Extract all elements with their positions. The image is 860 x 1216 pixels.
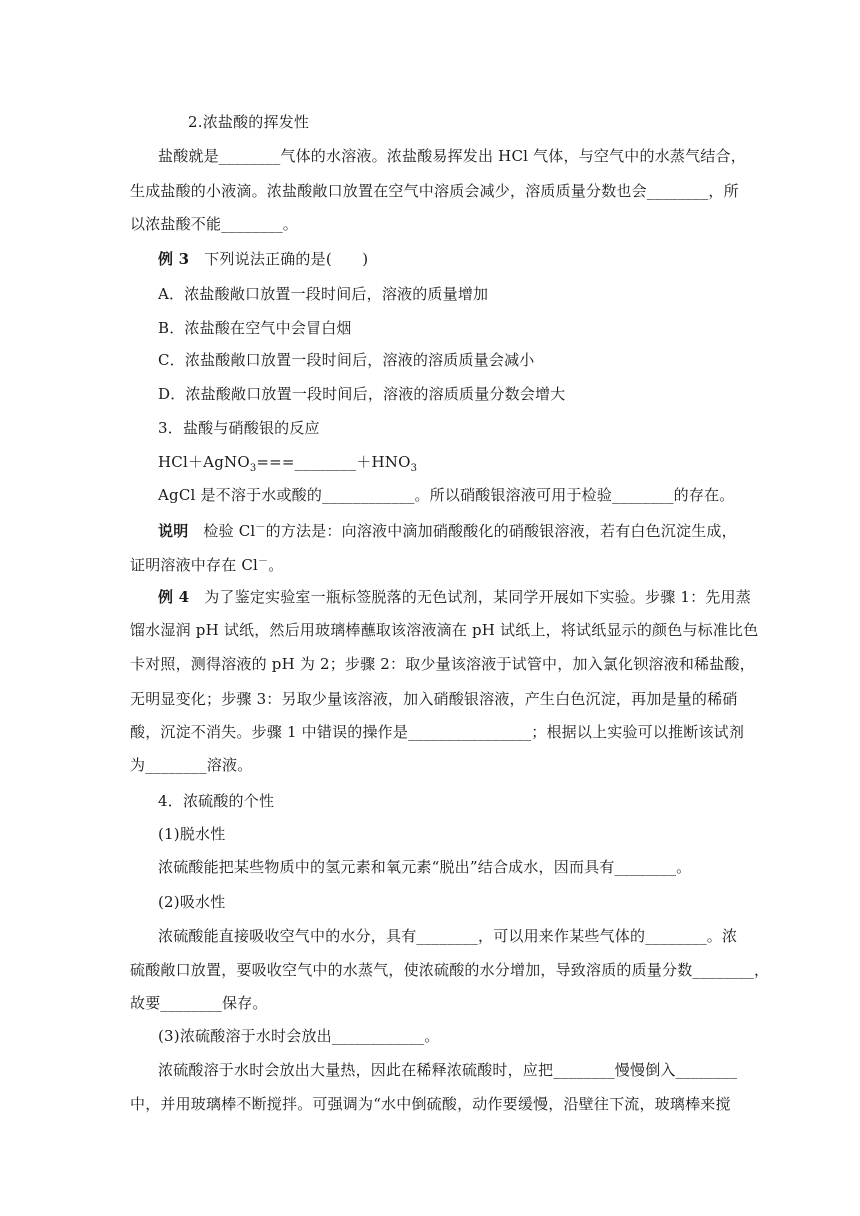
section-heading: 2.浓盐酸的挥发性 [188, 113, 310, 131]
example-3 [158, 249, 368, 269]
paragraph-line: 以浓盐酸不能________。 [130, 215, 299, 233]
option-d: D．浓盐酸敞口放置一段时间后，溶液的溶质质量分数会增大 [158, 385, 566, 403]
option-b: B．浓盐酸在空气中会冒白烟 [158, 319, 352, 337]
example-question: 下列说法正确的是( ) [204, 250, 369, 268]
paragraph-line: 故要________保存。 [130, 994, 268, 1012]
subheading: (2)吸水性 [158, 893, 226, 911]
chemical-equation: $HCl+AgNO_3===\_\_\_\_\_\_\_\_+HNO_3$ [158, 453, 418, 474]
paragraph-line: 浓硫酸溶于水时会放出大量热，因此在稀释浓硫酸时，应把________慢慢倒入________ [158, 1061, 738, 1079]
paragraph-line: 无明显变化；步骤 3：另取少量该溶液，加入硝酸银溶液，产生白色沉淀，再加是量的稀硝 [130, 690, 738, 708]
subheading: (1)脱水性 [158, 825, 226, 843]
paragraph-line: 生成盐酸的小液滴。浓盐酸敞口放置在空气中溶质会减少，溶质质量分数也会________，所 [130, 182, 739, 200]
paragraph-line: 浓硫酸能直接吸收空气中的水分，具有________，可以用来作某些气体的________。浓 [158, 927, 738, 945]
paragraph-line: 为________溶液。 [130, 756, 253, 774]
paragraph-line: 馏水湿润 pH 试纸，然后用玻璃棒蘸取该溶液滴在 pH 试纸上，将试纸显示的颜色与标准比色 [130, 621, 759, 639]
note-label: 说明 [158, 522, 189, 540]
example-label: 例 3 [158, 250, 190, 268]
paragraph-line: 盐酸就是________气体的水溶液。浓盐酸易挥发出 HCl 气体，与空气中的水蒸气结合， [158, 147, 746, 165]
section-heading: 4．浓硫酸的个性 [158, 792, 275, 810]
subheading: (3)浓硫酸溶于水时会放出____________。 [158, 1027, 440, 1045]
section-heading: 3．盐酸与硝酸银的反应 [158, 419, 320, 437]
option-c: C．浓盐酸敞口放置一段时间后，溶液的溶质质量会减小 [158, 351, 535, 369]
paragraph-line: 卡对照，测得溶液的 pH 为 2；步骤 2：取少量该溶液于试管中，加入氯化钡溶液和稀盐酸， [130, 655, 755, 673]
paragraph-line: 硫酸敞口放置，要吸收空气中的水蒸气，使浓硫酸的水分增加，导致溶质的质量分数________， [130, 961, 770, 979]
example-4: 例 4 为了鉴定实验室一瓶标签脱落的无色试剂，某同学开展如下实验。步骤 1：先用蒸 [158, 588, 751, 606]
paragraph-line: 中，并用玻璃棒不断搅拌。可强调为“水中倒硫酸，动作要缓慢，沿壁往下流，玻璃棒来搅 [130, 1095, 731, 1113]
paragraph-line: AgCl 是不溶于水或酸的____________。所以硝酸银溶液可用于检验________的存在。 [158, 486, 735, 504]
note-line: 说明 检验 Cl－的方法是：向溶液中滴加硝酸酸化的硝酸银溶液，若有白色沉淀生成， [158, 522, 737, 540]
option-a: A．浓盐酸敞口放置一段时间后，溶液的质量增加 [158, 285, 489, 303]
example-label: 例 4 [158, 588, 190, 606]
note-line: 证明溶液中存在 Cl－。 [130, 556, 284, 574]
paragraph-line: 酸，沉淀不消失。步骤 1 中错误的操作是________________；根据以上实验可以推断该试剂 [130, 723, 745, 741]
paragraph-line: 浓硫酸能把某些物质中的氢元素和氧元素“脱出”结合成水，因而具有________。 [158, 858, 692, 876]
